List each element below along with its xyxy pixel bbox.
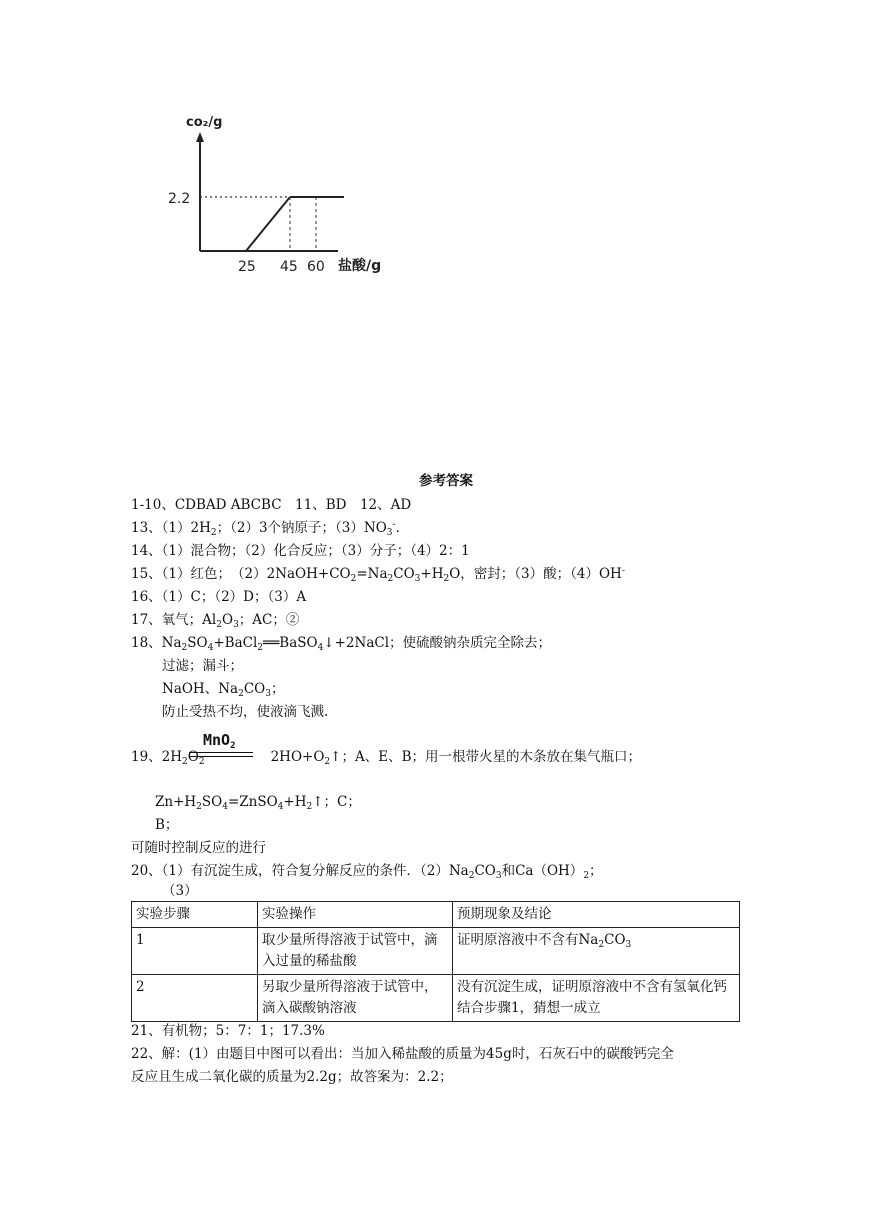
x-tick-60: 60 xyxy=(307,259,325,275)
answer-20-part3: （3） xyxy=(162,883,198,899)
answer-17: 17、氧气；$Al_2O_3$；AC；② xyxy=(131,612,300,630)
answer-13: 13、$(1)2H_2$；（2）3个钠原子；$(3)NO_3^-$． xyxy=(131,520,410,538)
table-header: 实验步骤 xyxy=(132,902,258,928)
co2-graph xyxy=(160,108,400,278)
answer-21: 21、有机物；5：7：1；17.3% xyxy=(131,1023,325,1039)
answer-1-12: 1-10、CDBAD ABCBC 11、BD 12、AD xyxy=(131,497,412,513)
table-row xyxy=(132,928,740,975)
experiment-table xyxy=(131,901,740,1022)
table-cell-step: 1 xyxy=(132,928,258,975)
answer-15: 15、（1）红色； $(2)2NaOH+CO_2=Na_2CO_3+H_2O$，密封；（3）酸；（4）OH- xyxy=(131,566,625,584)
answers-title: 参考答案 xyxy=(419,473,473,489)
answer-20: 20、（1）有沉淀生成，符合复分解反应的条件．$(2)Na_2CO_3$和$Ca(OH)_2$； xyxy=(131,863,603,881)
catalyst-mno2: MnO$_2$ xyxy=(203,731,236,751)
x-tick-25: 25 xyxy=(238,259,256,275)
answer-18-filter: 过滤；漏斗； xyxy=(162,658,243,674)
y-tick-label: 2.2 xyxy=(168,191,191,207)
x-axis-label: 盐酸/g xyxy=(338,258,382,274)
table-cell-step: 2 xyxy=(132,975,258,1022)
answer-19-zinc: $Zn+H_2SO_4=ZnSO_4+H_2↑$；C； xyxy=(155,794,361,812)
answer-18: 18、$Na_2SO_4+BaCl_2══BaSO_4↓+2NaCl$；使硫酸钠杂质完全除去； xyxy=(131,635,552,653)
table-header: 实验操作 xyxy=(258,902,453,928)
answer-18-reagents: NaOH、$Na_2CO_3$； xyxy=(162,681,285,699)
y-axis-label: co₂/g xyxy=(186,115,223,130)
x-tick-45: 45 xyxy=(280,259,298,275)
answer-22-line1: 22、解：(1）由题目中图可以看出：当加入稀盐酸的质量为45g时，石灰石中的碳酸钙完全 xyxy=(131,1046,674,1062)
answer-19-b: B； xyxy=(155,817,179,833)
answer-16: 16、（1）C；（2）D；（3）A xyxy=(131,589,307,605)
answer-14: 14、（1）混合物；（2）化合反应；（3）分子；（4）2：1 xyxy=(131,543,470,559)
answer-18-evaporate: 防止受热不均，使液滴飞溅. xyxy=(162,704,329,720)
answer-22-line2: 反应且生成二氧化碳的质量为2.2g；故答案为：2.2； xyxy=(131,1069,453,1085)
table-cell-result: 没有沉淀生成，证明原溶液中不含有氢氧化钙结合步骤1，猜想一成立 xyxy=(453,975,740,1022)
y-axis-arrow xyxy=(196,132,204,142)
answer-19-control: 可随时控制反应的进行 xyxy=(131,840,266,856)
table-cell-op: 另取少量所得溶液于试管中，滴入碳酸钠溶液 xyxy=(258,975,453,1022)
data-line-rise xyxy=(246,197,290,251)
table-cell-result: 证明原溶液中不含有$Na_2CO_3$ xyxy=(453,928,740,975)
table-cell-op: 取少量所得溶液于试管中，滴入过量的稀盐酸 xyxy=(258,928,453,975)
table-header-row xyxy=(132,902,740,928)
table-header: 预期现象及结论 xyxy=(453,902,740,928)
table-row xyxy=(132,975,740,1022)
answer-19: 19、$2H_2O_2$ $2HO+O_2↑$；A、E、B；用一根带火星的木条放在集气瓶口； xyxy=(131,749,641,767)
